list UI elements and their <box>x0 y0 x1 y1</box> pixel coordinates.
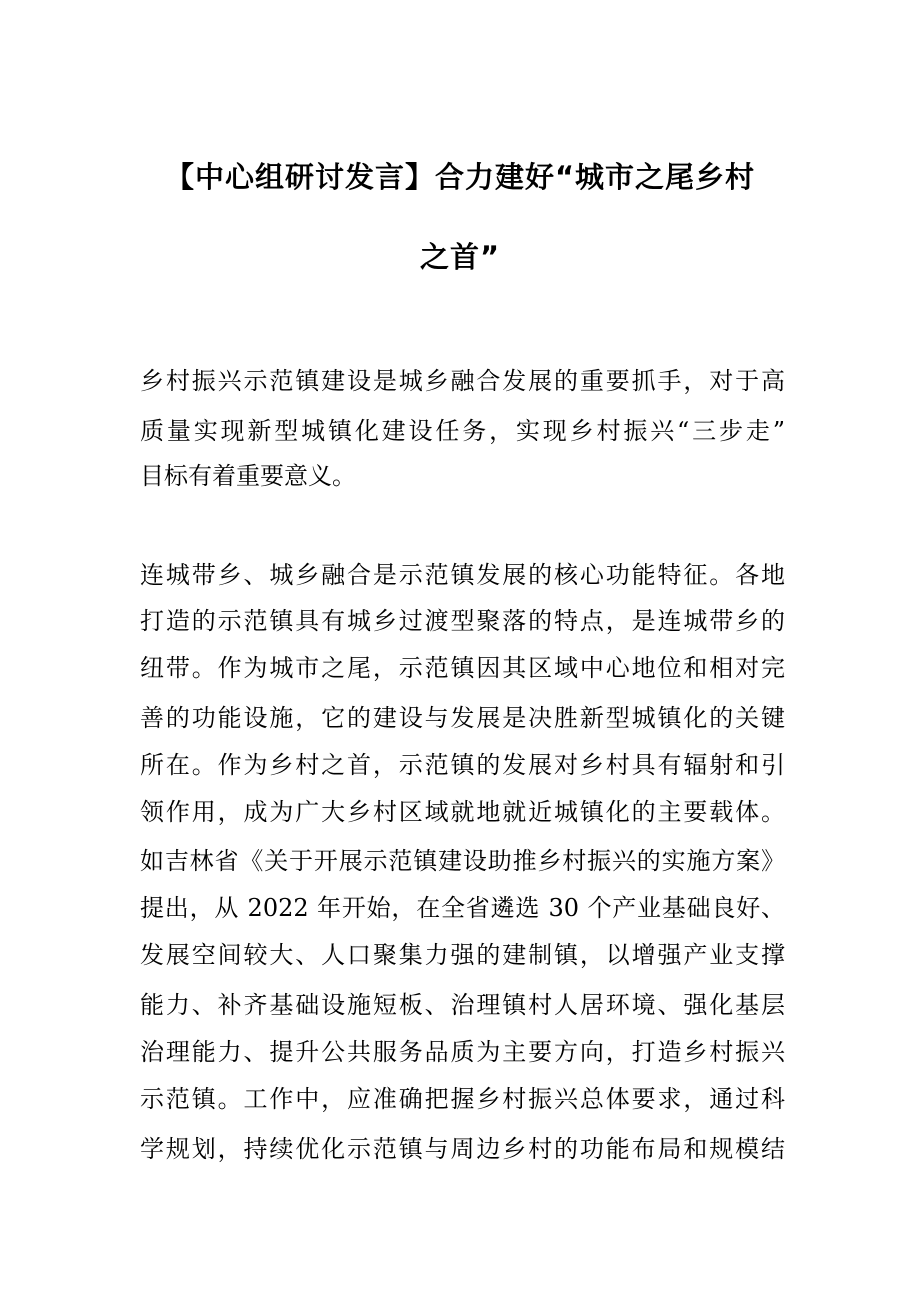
paragraph-2-line: 如吉林省《关于开展示范镇建设助推乡村振兴的实施方案》 <box>140 847 785 875</box>
paragraph-1-line: 乡村振兴示范镇建设是城乡融合发展的重要抓手，对于高 <box>140 367 785 395</box>
paragraph-2-line: 所在。作为乡村之首，示范镇的发展对乡村具有辐射和引 <box>140 751 785 779</box>
paragraph-2-line: 领作用，成为广大乡村区域就地就近城镇化的主要载体。 <box>140 798 785 826</box>
paragraph-2-line: 纽带。作为城市之尾，示范镇因其区域中心地位和相对完 <box>140 654 785 682</box>
document-title-line-2: 之首” <box>419 240 501 274</box>
paragraph-2-line: 能力、补齐基础设施短板、治理镇村人居环境、强化基层 <box>140 991 785 1019</box>
paragraph-1-line: 目标有着重要意义。 <box>140 462 356 490</box>
document-title-line-1: 【中心组研讨发言】合力建好“城市之尾乡村 <box>164 160 756 194</box>
paragraph-2-line: 提出，从 2022 年开始，在全省遴选 30 个产业基础良好、 <box>140 894 785 922</box>
paragraph-1-line: 质量实现新型城镇化建设任务，实现乡村振兴“三步走” <box>140 417 785 445</box>
paragraph-2-line: 示范镇。工作中，应准确把握乡村振兴总体要求，通过科 <box>140 1085 785 1113</box>
paragraph-2-line: 善的功能设施，它的建设与发展是决胜新型城镇化的关键 <box>140 704 785 732</box>
paragraph-2-line: 治理能力、提升公共服务品质为主要方向，打造乡村振兴 <box>140 1038 785 1066</box>
paragraph-2-line: 学规划，持续优化示范镇与周边乡村的功能布局和规模结 <box>140 1135 785 1163</box>
paragraph-2-line: 连城带乡、城乡融合是示范镇发展的核心功能特征。各地 <box>140 561 785 589</box>
paragraph-2-line: 发展空间较大、人口聚集力强的建制镇，以增强产业支撑 <box>140 941 785 969</box>
paragraph-2-line: 打造的示范镇具有城乡过渡型聚落的特点，是连城带乡的 <box>140 607 785 635</box>
